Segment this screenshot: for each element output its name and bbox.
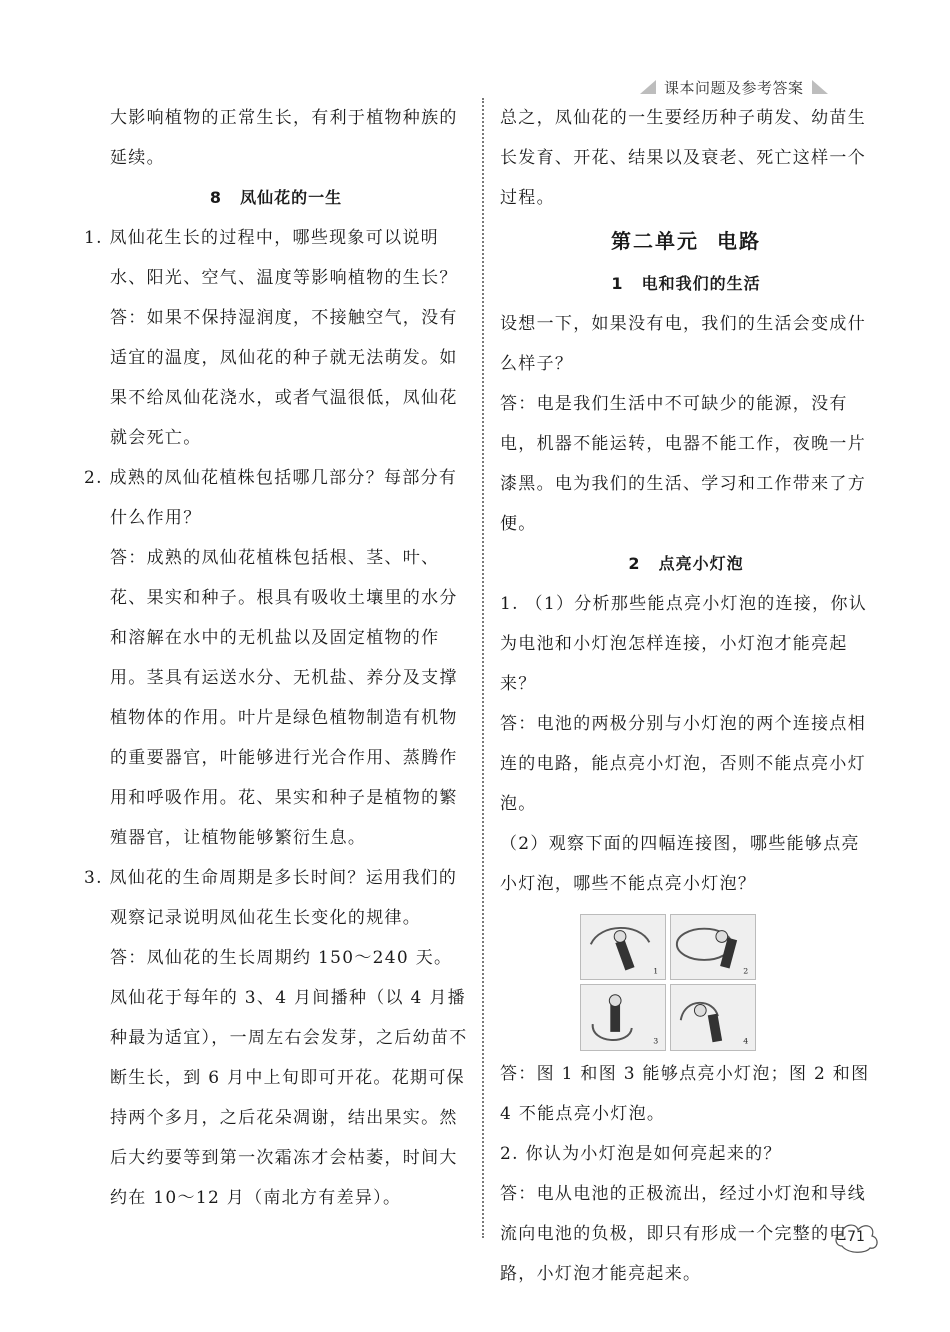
circuit-panel-1 xyxy=(580,914,666,980)
lesson-2-title: 2 点亮小灯泡 xyxy=(628,554,744,573)
circuit-panel-4 xyxy=(670,984,756,1050)
header-title: 课本问题及参考答案 xyxy=(664,78,804,97)
left-column xyxy=(84,98,468,1218)
circuit-panel-2 xyxy=(670,914,756,980)
lesson-8-title: 8 凤仙花的一生 xyxy=(209,188,343,207)
unit-title: 第二单元 电路 xyxy=(611,229,761,253)
lesson-1-question: 设想一下，如果没有电，我们的生活会变成什么样子？ xyxy=(500,314,866,374)
circuit-panel-3 xyxy=(580,984,666,1050)
right-column xyxy=(500,98,872,1294)
circuit-panel-4-label: 4 xyxy=(743,1037,749,1047)
page-number-badge xyxy=(832,1218,880,1256)
lesson-2-answer-1b: 答：图 1 和图 3 能够点亮小灯泡；图 2 和图 4 不能点亮小灯泡。 xyxy=(500,1064,870,1124)
answer-3-period: 答：凤仙花的生长周期约 150～240 天。 xyxy=(110,948,453,968)
question-3: 3. 凤仙花的生命周期是多长时间？运用我们的观察记录说明凤仙花生长变化的规律。 xyxy=(84,868,458,928)
lesson-2-question-2: 2. 你认为小灯泡是如何亮起来的？ xyxy=(500,1144,782,1164)
question-2: 2. 成熟的凤仙花植株包括哪几部分？每部分有什么作用？ xyxy=(84,468,458,528)
answer-1: 答：如果不保持湿润度，不接触空气，没有适宜的温度，凤仙花的种子就无法萌发。如果不给凤仙花浇水，或者气温很低，凤仙花就会死亡。 xyxy=(110,308,458,448)
lesson-2-question-1: 1. （1）分析那些能点亮小灯泡的连接，你认为电池和小灯泡怎样连接，小灯泡才能亮起来？ xyxy=(500,594,868,694)
right-continuation-text: 总之，凤仙花的一生要经历种子萌发、幼苗生长发育、开花、结果以及衰老、死亡这样一个过程。 xyxy=(500,108,866,208)
circuit-panel-3-label: 3 xyxy=(653,1037,659,1047)
circuit-panel-1-label: 1 xyxy=(653,966,659,976)
lesson-1-title: 1 电和我们的生活 xyxy=(611,274,761,293)
header-right-triangle-icon xyxy=(812,80,828,94)
page-number: 71 xyxy=(847,1229,865,1245)
lesson-1-answer: 答：电是我们生活中不可缺少的能源，没有电，机器不能运转，电器不能工作，夜晚一片漆黑。电为我们的生活、学习和工作带来了方便。 xyxy=(500,394,866,534)
answer-3-detail: 凤仙花于每年的 3、4 月间播种（以 4 月播种最为适宜），一周左右会发芽，之后幼苗不断生长，到 6 月中上旬即可开花。花期可保持两个多月，之后花朵凋谢，结出果实。然后大约要等到第一次霜冻才会枯萎，时间大约在 10～12 月（南北方有差异）。 xyxy=(110,988,468,1208)
answer-2: 答：成熟的凤仙花植株包括根、茎、叶、花、果实和种子。根具有吸收土壤里的水分和溶解在水中的无机盐以及固定植物的作用。茎具有运送水分、无机盐、养分及支撑植物体的作用。叶片是绿色植物制造有机物的重要器官，叶能够进行光合作用、蒸腾作用和呼吸作用。花、果实和种子是植物的繁殖器官，让植物能够繁衍生息。 xyxy=(110,548,458,848)
lesson-2-question-1b: （2）观察下面的四幅连接图，哪些能够点亮小灯泡，哪些不能点亮小灯泡？ xyxy=(500,834,860,894)
page-header xyxy=(640,74,880,100)
lesson-2-answer-1: 答：电池的两极分别与小灯泡的两个连接点相连的电路，能点亮小灯泡，否则不能点亮小灯泡。 xyxy=(500,714,866,814)
column-divider xyxy=(482,98,484,1238)
circuit-panel-2-label: 2 xyxy=(743,966,749,976)
circuit-figure xyxy=(580,914,756,1050)
header-left-triangle-icon xyxy=(640,80,656,94)
left-continuation-text: 大影响植物的正常生长，有利于植物种族的延续。 xyxy=(110,108,458,168)
lesson-2-answer-2: 答：电从电池的正极流出，经过小灯泡和导线流向电池的负极，即只有形成一个完整的电路，小灯泡才能亮起来。 xyxy=(500,1184,866,1284)
question-1: 1. 凤仙花生长的过程中，哪些现象可以说明水、阳光、空气、温度等影响植物的生长？ xyxy=(84,228,458,288)
